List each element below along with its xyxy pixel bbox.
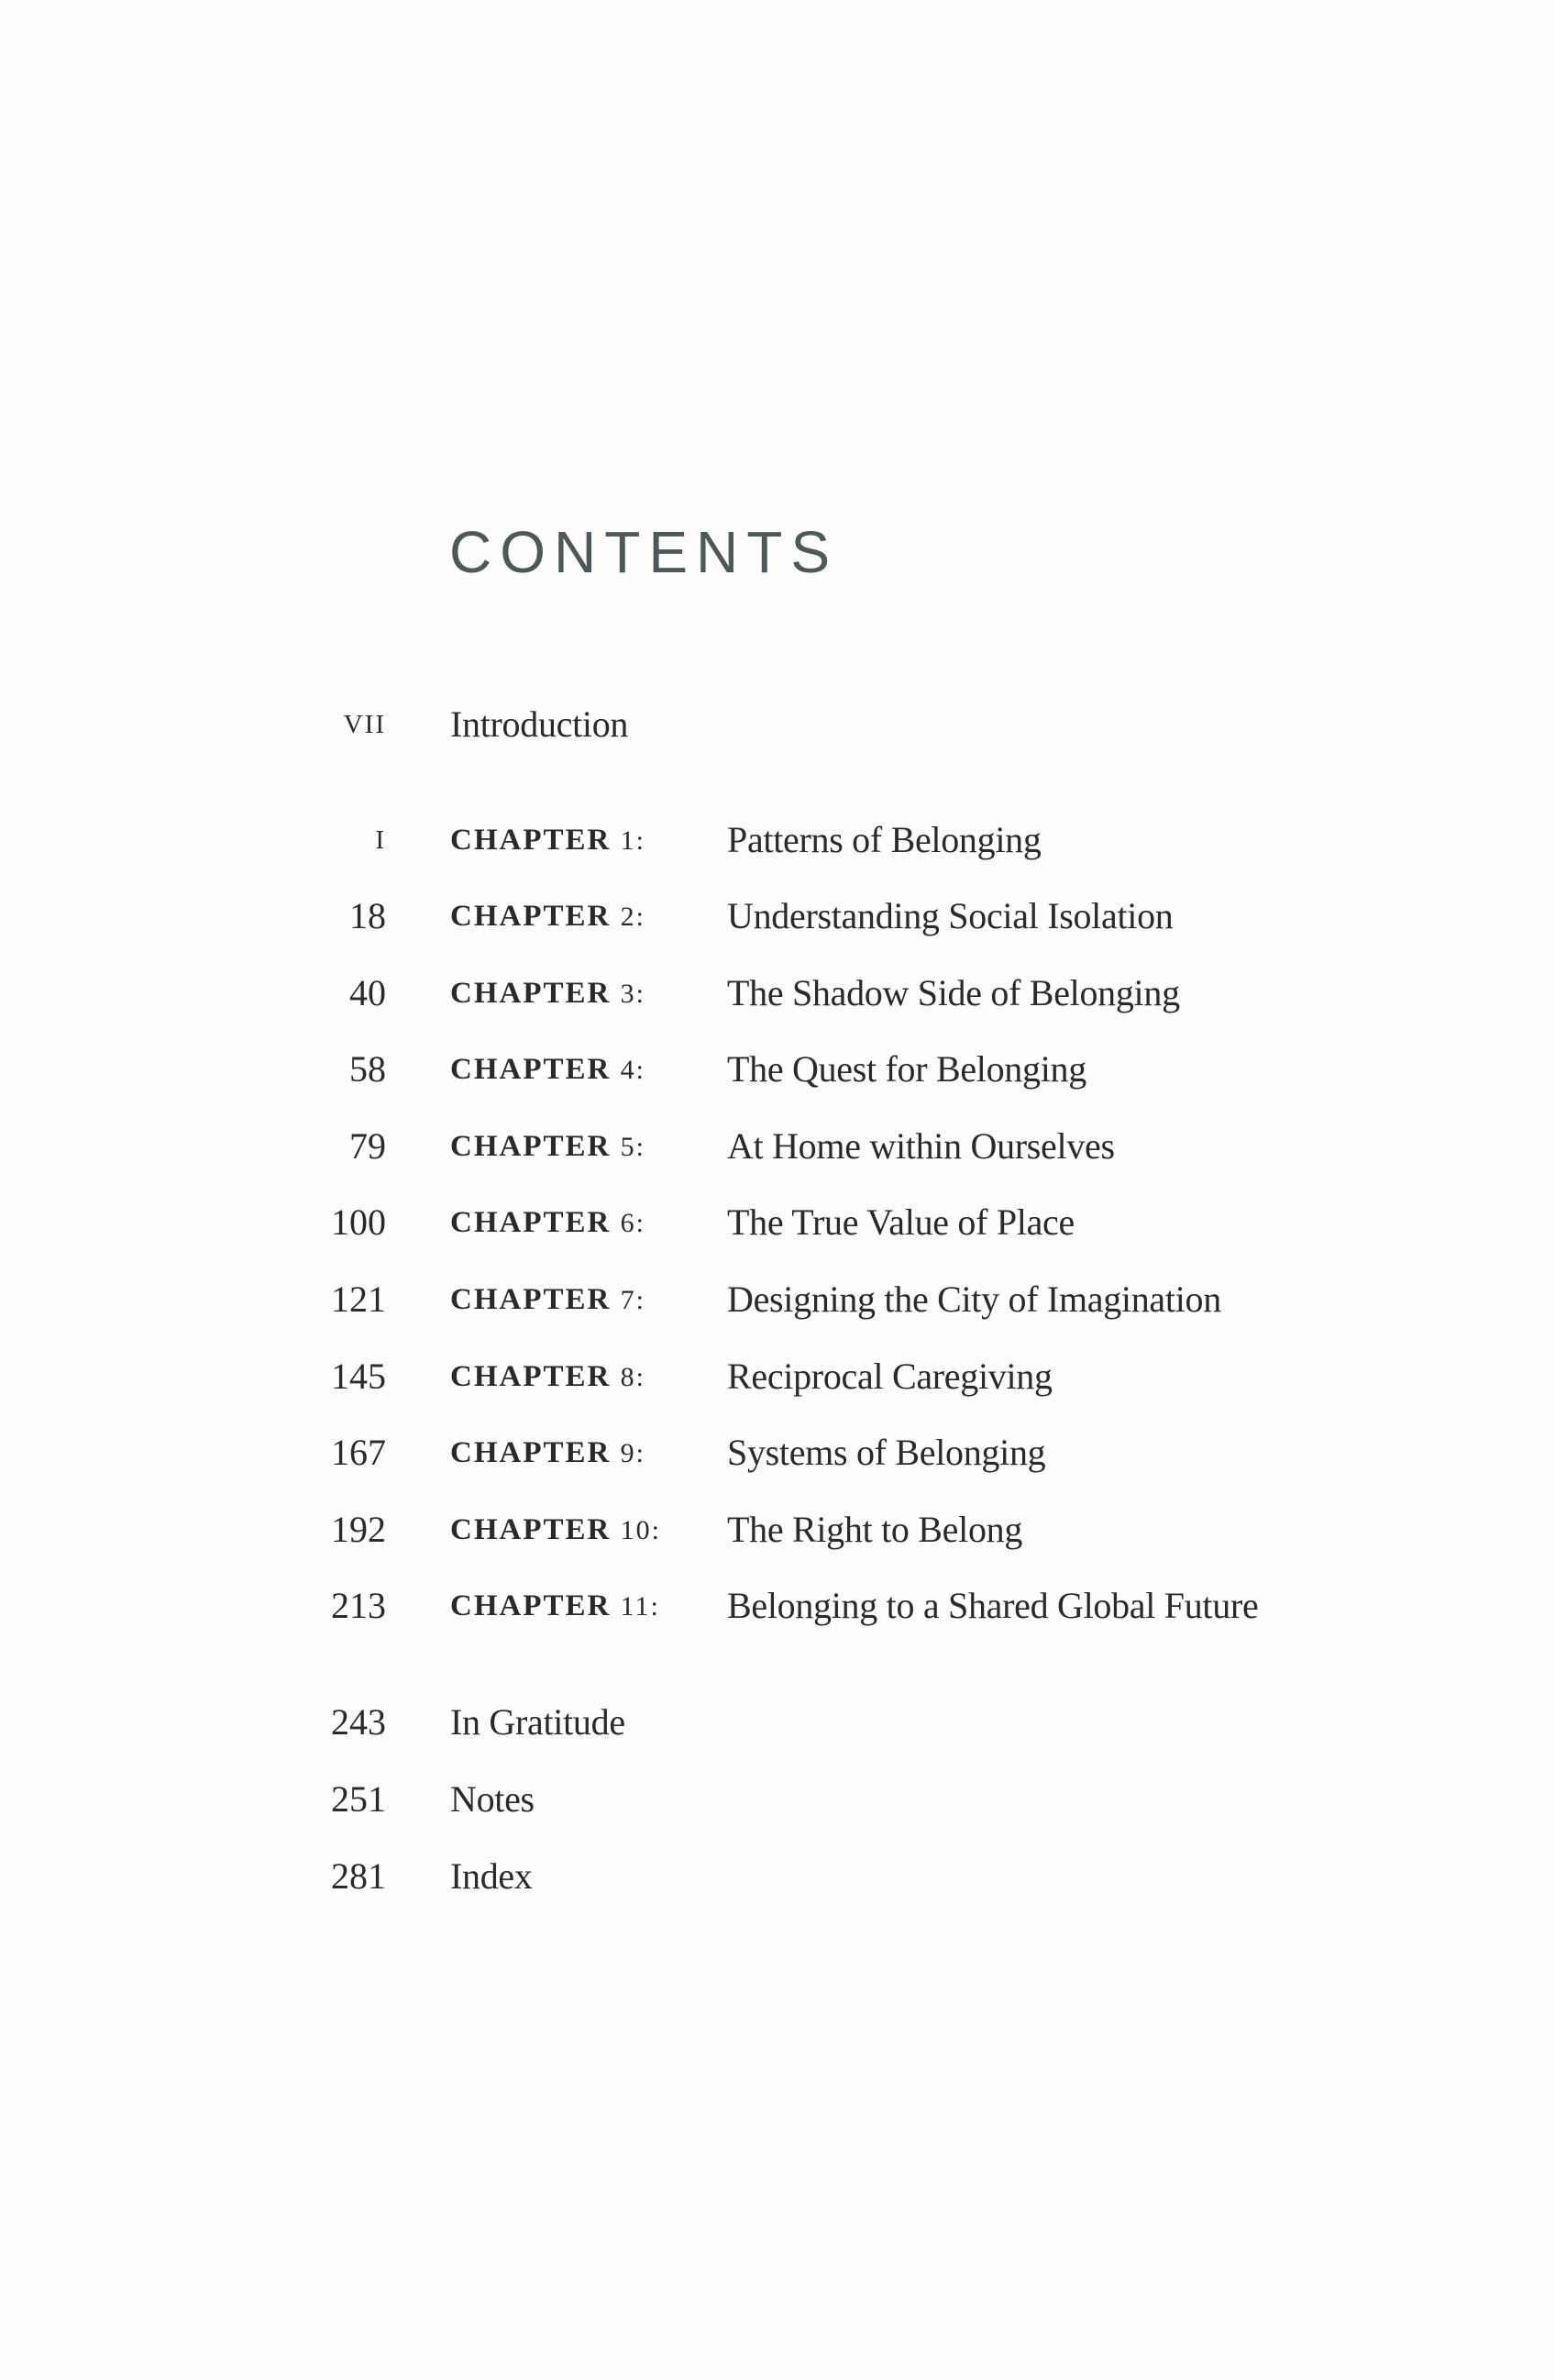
chapter-number: 4: [620,1055,645,1085]
toc-entry-chapter[interactable] [0,1349,1555,1404]
toc-entry-backmatter[interactable] [0,1772,1555,1827]
chapter-label [450,1578,660,1634]
toc-entry-introduction[interactable] [0,697,1555,752]
chapter-label [450,813,645,869]
chapter-word: CHAPTER [450,1513,612,1546]
entry-title: Index [450,1855,533,1897]
chapter-title: Patterns of Belonging [727,819,1042,860]
chapter-word: CHAPTER [450,1436,612,1469]
chapter-word: CHAPTER [450,1053,612,1086]
chapter-title: The True Value of Place [727,1201,1075,1243]
chapter-number: 8: [620,1362,645,1392]
page-number: 281 [331,1855,386,1897]
chapter-word: CHAPTER [450,1283,612,1316]
chapter-number: 9: [620,1438,645,1468]
chapter-word: CHAPTER [450,1130,612,1163]
toc-entry-chapter[interactable] [0,1119,1555,1174]
page-number: 192 [331,1509,386,1550]
chapter-number: 11: [620,1591,660,1622]
page-number: 167 [331,1432,386,1473]
chapter-title: Understanding Social Isolation [727,895,1174,936]
page-number: 58 [349,1048,386,1090]
chapter-title: Reciprocal Caregiving [727,1356,1053,1397]
chapter-title: The Right to Belong [727,1509,1023,1550]
entry-title: Introduction [450,703,629,745]
toc-entry-chapter[interactable] [0,1272,1555,1327]
chapter-word: CHAPTER [450,977,612,1010]
chapter-title: The Quest for Belonging [727,1048,1086,1090]
chapter-label [450,889,645,945]
toc-entry-chapter[interactable] [0,966,1555,1021]
chapter-number: 1: [620,825,645,856]
chapter-title: Systems of Belonging [727,1432,1046,1473]
toc-entry-chapter[interactable] [0,1042,1555,1097]
chapter-title: Designing the City of Imagination [727,1279,1221,1320]
chapter-title: Belonging to a Shared Global Future [727,1585,1259,1626]
chapter-title: At Home within Ourselves [727,1125,1115,1167]
page-number: I [375,825,386,855]
toc-entry-chapter[interactable] [0,1195,1555,1250]
chapter-label [450,1042,645,1098]
toc-entry-chapter[interactable] [0,1502,1555,1557]
page-number: 213 [331,1585,386,1626]
chapter-number: 7: [620,1285,645,1315]
page-number: 243 [331,1701,386,1743]
toc-entry-chapter[interactable] [0,889,1555,944]
chapter-number: 10: [620,1515,661,1545]
page-number: 40 [349,972,386,1013]
chapter-word: CHAPTER [450,1589,612,1622]
page-number: 145 [331,1356,386,1397]
toc-entry-chapter[interactable] [0,1578,1555,1633]
chapter-word: CHAPTER [450,1206,612,1239]
chapter-label [450,1272,645,1328]
chapter-word: CHAPTER [450,824,612,857]
chapter-label [450,1119,645,1175]
chapter-label [450,1349,645,1405]
entry-title: In Gratitude [450,1701,625,1743]
toc-entry-chapter[interactable] [0,813,1555,868]
chapter-label [450,966,645,1022]
page-number: 100 [331,1201,386,1243]
chapter-label [450,1425,645,1481]
entry-title: Notes [450,1778,535,1820]
toc-entry-backmatter[interactable] [0,1695,1555,1750]
toc-entry-backmatter[interactable] [0,1849,1555,1904]
page-number: VII [343,710,386,739]
chapter-word: CHAPTER [450,1360,612,1393]
chapter-number: 6: [620,1208,645,1238]
chapter-label [450,1502,661,1558]
chapter-title: The Shadow Side of Belonging [727,972,1180,1013]
page-number: 18 [349,895,386,936]
chapter-number: 5: [620,1132,645,1162]
chapter-word: CHAPTER [450,900,612,933]
page-number: 121 [331,1279,386,1320]
chapter-number: 2: [620,902,645,932]
page-title: CONTENTS [449,519,838,585]
chapter-label [450,1195,645,1251]
page-number: 251 [331,1778,386,1820]
toc-entry-chapter[interactable] [0,1425,1555,1480]
page-number: 79 [349,1125,386,1167]
chapter-number: 3: [620,979,645,1009]
